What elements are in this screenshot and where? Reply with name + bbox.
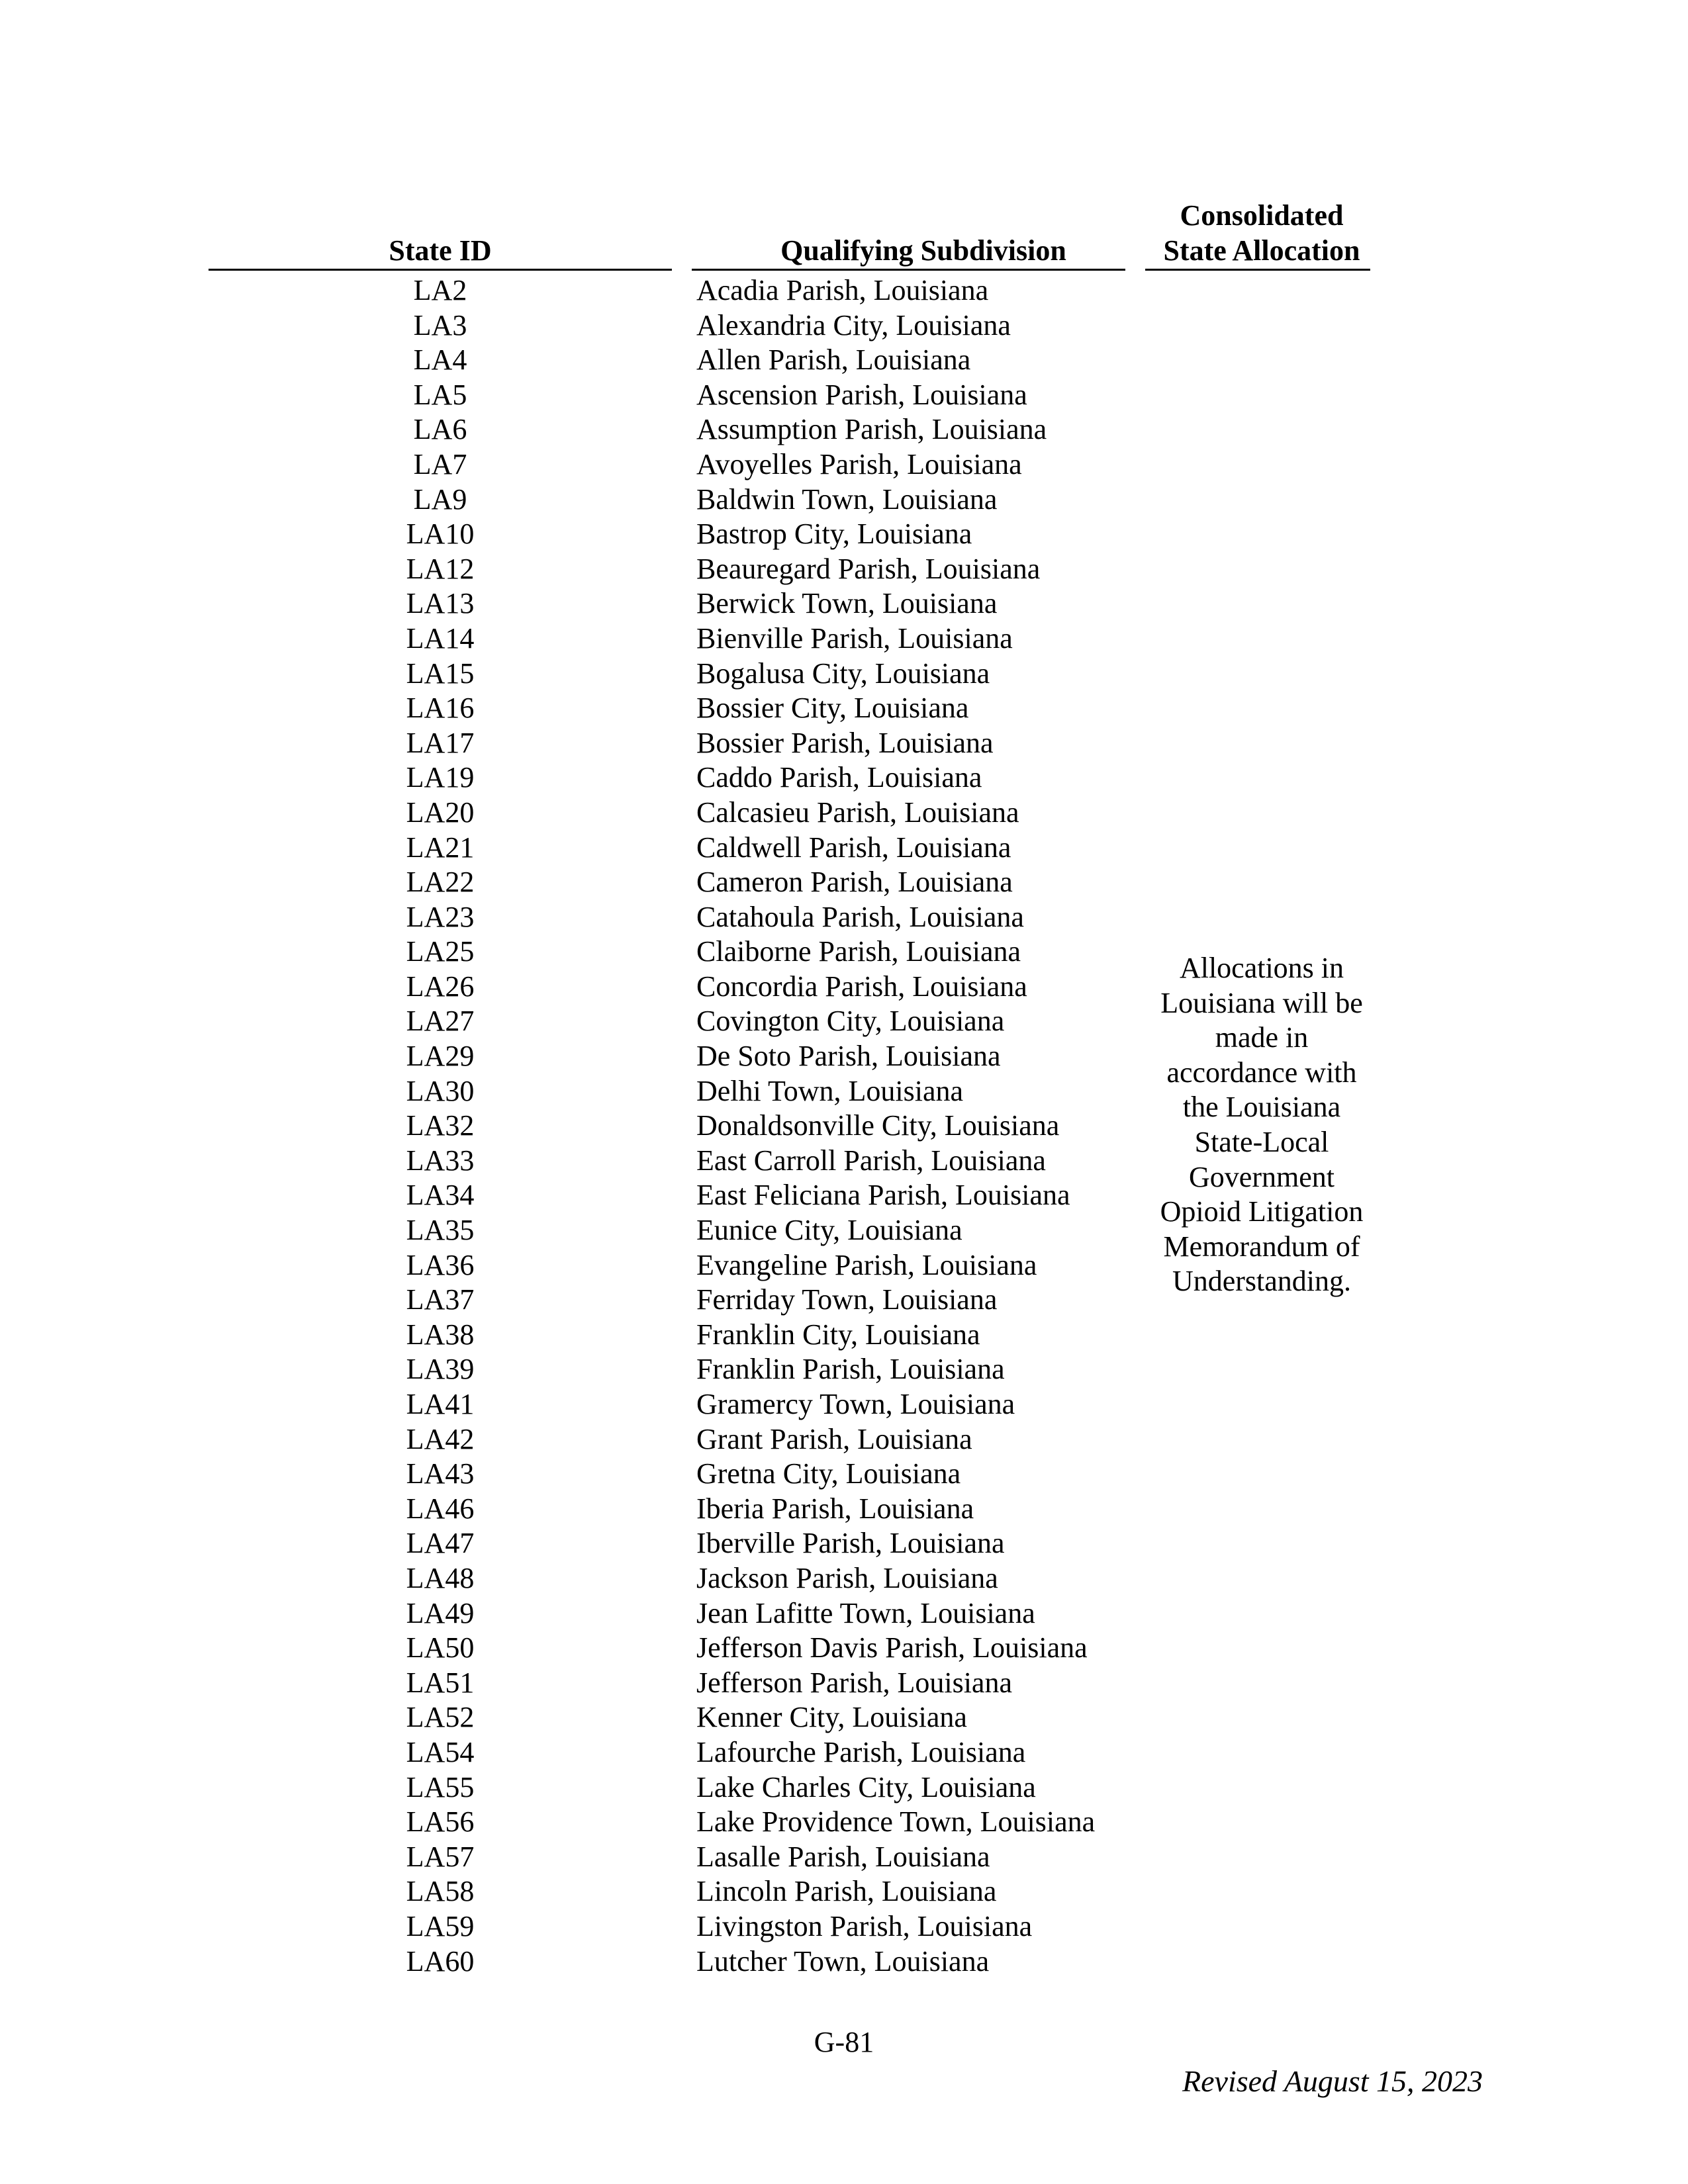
subdivision-cell: Caddo Parish, Louisiana xyxy=(696,761,982,794)
state-id-cell: LA32 xyxy=(406,1109,475,1142)
subdivision-cell: Kenner City, Louisiana xyxy=(696,1701,967,1734)
state-id-column xyxy=(209,273,672,1979)
subdivision-cell: Avoyelles Parish, Louisiana xyxy=(696,447,1022,480)
allocation-note-line: Louisiana will be xyxy=(1160,986,1363,1019)
subdivision-cell: Lake Charles City, Louisiana xyxy=(696,1770,1036,1803)
state-id-cell: LA57 xyxy=(406,1840,475,1873)
subdivision-cell: Gretna City, Louisiana xyxy=(696,1457,961,1490)
state-id-cell: LA56 xyxy=(406,1805,475,1839)
allocation-note-line: Allocations in xyxy=(1179,952,1344,984)
subdivision-cell: Bienville Parish, Louisiana xyxy=(696,621,1013,655)
subdivision-cell: East Carroll Parish, Louisiana xyxy=(696,1144,1046,1177)
allocation-note-line: accordance with xyxy=(1166,1056,1357,1089)
subdivision-cell: East Feliciana Parish, Louisiana xyxy=(696,1179,1070,1212)
allocation-note-line: the Louisiana xyxy=(1182,1091,1341,1124)
state-id-cell: LA50 xyxy=(406,1631,475,1664)
state-id-cell: LA25 xyxy=(406,935,475,968)
state-id-cell: LA29 xyxy=(406,1040,475,1073)
state-id-cell: LA2 xyxy=(413,274,467,306)
subdivision-cell: Bossier Parish, Louisiana xyxy=(696,726,994,759)
subdivision-cell: Ferriday Town, Louisiana xyxy=(696,1283,998,1316)
subdivision-cell: Delhi Town, Louisiana xyxy=(696,1074,964,1107)
subdivision-cell: Catahoula Parish, Louisiana xyxy=(696,900,1024,933)
allocation-note-line: Memorandum of xyxy=(1163,1230,1360,1263)
subdivision-cell: Livingston Parish, Louisiana xyxy=(696,1909,1033,1942)
state-id-cell: LA7 xyxy=(413,447,467,480)
state-id-cell: LA46 xyxy=(406,1492,475,1525)
state-id-cell: LA23 xyxy=(406,900,475,933)
state-id-cell: LA21 xyxy=(406,831,475,864)
subdivision-cell: Acadia Parish, Louisiana xyxy=(696,274,989,306)
state-id-cell: LA59 xyxy=(406,1909,475,1942)
subdivision-cell: Covington City, Louisiana xyxy=(696,1005,1005,1038)
subdivision-cell: Concordia Parish, Louisiana xyxy=(696,970,1027,1003)
state-id-cell: LA15 xyxy=(406,657,475,690)
subdivision-cell: Lincoln Parish, Louisiana xyxy=(696,1875,997,1908)
state-id-cell: LA33 xyxy=(406,1144,475,1177)
subdivision-cell: Jackson Parish, Louisiana xyxy=(696,1561,998,1594)
state-id-cell: LA58 xyxy=(406,1875,475,1908)
state-id-cell: LA41 xyxy=(406,1388,475,1420)
allocation-note xyxy=(1139,951,1385,1299)
header-rule-state-id xyxy=(209,269,672,271)
subdivision-cell: Caldwell Parish, Louisiana xyxy=(696,831,1011,864)
state-id-cell: LA22 xyxy=(406,866,475,899)
state-id-cell: LA34 xyxy=(406,1179,475,1212)
subdivision-cell: Allen Parish, Louisiana xyxy=(696,343,971,377)
state-id-cell: LA54 xyxy=(406,1735,475,1768)
state-id-cell: LA3 xyxy=(413,308,467,341)
subdivision-cell: Claiborne Parish, Louisiana xyxy=(696,935,1021,968)
subdivision-cell: Jean Lafitte Town, Louisiana xyxy=(696,1596,1035,1629)
subdivision-cell: Eunice City, Louisiana xyxy=(696,1214,962,1247)
state-id-cell: LA43 xyxy=(406,1457,475,1490)
state-id-cell: LA12 xyxy=(406,552,475,585)
subdivision-cell: Ascension Parish, Louisiana xyxy=(696,378,1027,411)
header-consolidated-line2: State Allocation xyxy=(1163,234,1360,267)
subdivision-cell: Franklin City, Louisiana xyxy=(696,1318,980,1351)
state-id-cell: LA51 xyxy=(406,1666,475,1699)
subdivision-cell: Gramercy Town, Louisiana xyxy=(696,1388,1015,1420)
state-id-cell: LA6 xyxy=(413,413,467,446)
allocation-note-line: Government xyxy=(1189,1160,1335,1193)
header-consolidated-line1: Consolidated xyxy=(1180,199,1344,232)
state-id-cell: LA20 xyxy=(406,796,475,829)
state-id-cell: LA27 xyxy=(406,1005,475,1038)
state-id-cell: LA13 xyxy=(406,587,475,620)
subdivision-cell: Baldwin Town, Louisiana xyxy=(696,482,998,516)
allocation-note-line: Opioid Litigation xyxy=(1160,1195,1364,1228)
state-id-cell: LA10 xyxy=(406,518,475,551)
subdivision-cell: Grant Parish, Louisiana xyxy=(696,1422,972,1455)
state-id-cell: LA55 xyxy=(406,1770,475,1803)
state-id-cell: LA17 xyxy=(406,726,475,759)
state-id-cell: LA37 xyxy=(406,1283,475,1316)
subdivision-cell: Iberville Parish, Louisiana xyxy=(696,1527,1005,1560)
subdivision-cell: Jefferson Davis Parish, Louisiana xyxy=(696,1631,1088,1664)
subdivision-cell: Jefferson Parish, Louisiana xyxy=(696,1666,1012,1699)
subdivision-cell: Assumption Parish, Louisiana xyxy=(696,413,1047,446)
subdivision-cell: Lafourche Parish, Louisiana xyxy=(696,1735,1026,1768)
subdivision-cell: Beauregard Parish, Louisiana xyxy=(696,552,1041,585)
state-id-cell: LA19 xyxy=(406,761,475,794)
state-id-cell: LA36 xyxy=(406,1248,475,1281)
subdivision-cell: Calcasieu Parish, Louisiana xyxy=(696,796,1019,829)
state-id-cell: LA4 xyxy=(413,343,467,377)
subdivision-cell: Berwick Town, Louisiana xyxy=(696,587,998,620)
subdivision-cell: Bogalusa City, Louisiana xyxy=(696,657,990,690)
subdivision-cell: Evangeline Parish, Louisiana xyxy=(696,1248,1037,1281)
state-id-cell: LA49 xyxy=(406,1596,475,1629)
subdivision-cell: Lasalle Parish, Louisiana xyxy=(696,1840,990,1873)
subdivision-cell: Bossier City, Louisiana xyxy=(696,692,969,725)
header-rule-consolidated xyxy=(1145,269,1370,271)
subdivision-cell: Lutcher Town, Louisiana xyxy=(696,1944,990,1978)
revised-date: Revised August 15, 2023 xyxy=(1182,2064,1483,2098)
state-id-cell: LA42 xyxy=(406,1422,475,1455)
allocation-note-line: State-Local xyxy=(1194,1125,1329,1158)
state-id-cell: LA60 xyxy=(406,1944,475,1978)
subdivision-cell: Donaldsonville City, Louisiana xyxy=(696,1109,1060,1142)
subdivision-cell: Lake Providence Town, Louisiana xyxy=(696,1805,1096,1839)
subdivision-cell: Cameron Parish, Louisiana xyxy=(696,866,1013,899)
page-number: G-81 xyxy=(814,2026,874,2058)
state-id-cell: LA47 xyxy=(406,1527,475,1560)
state-id-cell: LA48 xyxy=(406,1561,475,1594)
header-qualifying-subdivision: Qualifying Subdivision xyxy=(780,234,1066,267)
subdivision-cell: Bastrop City, Louisiana xyxy=(696,518,972,551)
state-id-cell: LA38 xyxy=(406,1318,475,1351)
allocation-note-line: Understanding. xyxy=(1172,1265,1352,1298)
subdivision-cell: Iberia Parish, Louisiana xyxy=(696,1492,974,1525)
state-id-cell: LA35 xyxy=(406,1214,475,1247)
state-id-cell: LA14 xyxy=(406,621,475,655)
state-id-cell: LA9 xyxy=(413,482,467,516)
allocation-note-line: made in xyxy=(1215,1021,1309,1054)
header-state-id: State ID xyxy=(389,234,492,267)
state-id-cell: LA30 xyxy=(406,1074,475,1107)
header-rule-qualifying-subdivision xyxy=(692,269,1125,271)
state-id-cell: LA39 xyxy=(406,1353,475,1386)
state-id-cell: LA52 xyxy=(406,1701,475,1734)
state-id-cell: LA16 xyxy=(406,692,475,725)
subdivision-cell: Franklin Parish, Louisiana xyxy=(696,1353,1005,1386)
subdivision-cell: Alexandria City, Louisiana xyxy=(696,308,1011,341)
subdivision-cell: De Soto Parish, Louisiana xyxy=(696,1040,1001,1073)
state-id-cell: LA26 xyxy=(406,970,475,1003)
state-id-cell: LA5 xyxy=(413,378,467,411)
